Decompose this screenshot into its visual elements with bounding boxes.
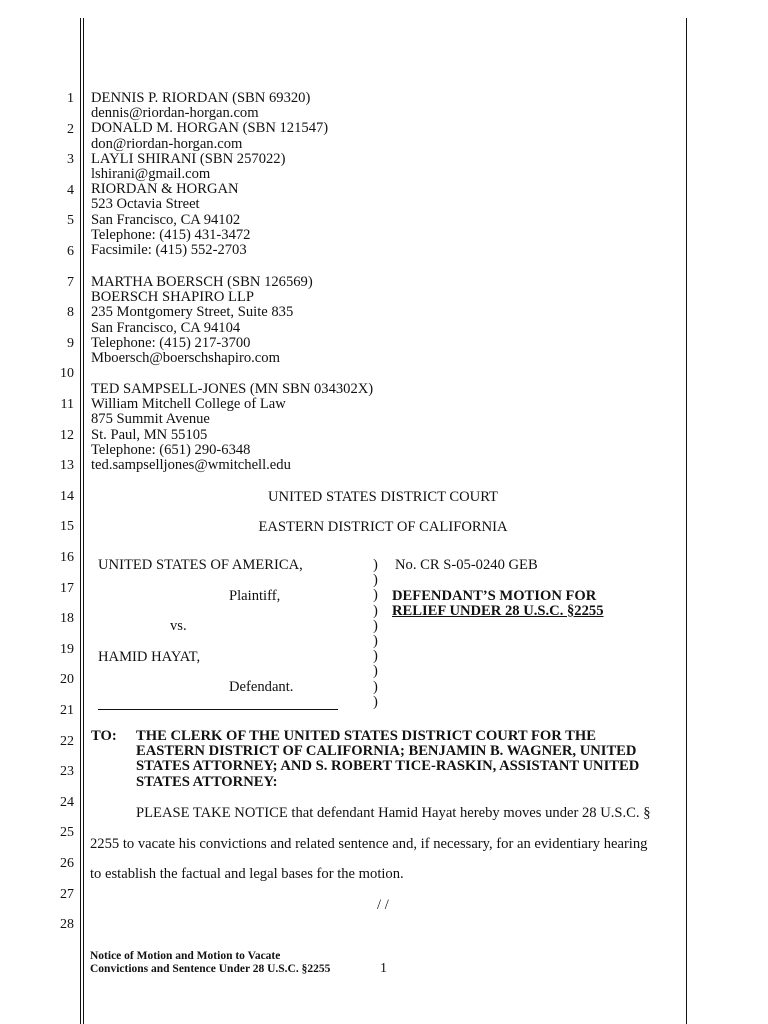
line-number: 22 (60, 734, 74, 749)
line-number: 6 (67, 244, 74, 259)
line-number: 20 (60, 672, 74, 687)
line-number: 9 (67, 336, 74, 351)
line-number: 13 (60, 458, 74, 473)
counsel-email: dennis@riordan-horgan.com (91, 105, 259, 122)
to-line: STATES ATTORNEY: (136, 773, 278, 790)
counsel-line: 523 Octavia Street (91, 196, 200, 213)
court-name: UNITED STATES DISTRICT COURT (268, 489, 498, 505)
line-number: 24 (60, 795, 74, 810)
line-number: 11 (60, 397, 74, 412)
defendant-label: Defendant. (229, 679, 294, 695)
plaintiff-label: Plaintiff, (229, 588, 281, 604)
to-addressees (136, 729, 639, 790)
line-number: 15 (60, 519, 74, 534)
case-number: No. CR S-05-0240 GEB (395, 557, 538, 573)
counsel-line: DENNIS P. RIORDAN (SBN 69320) (91, 90, 311, 106)
paren: ) (373, 587, 378, 604)
line-number: 28 (60, 917, 74, 932)
line-number: 16 (60, 550, 74, 565)
to-line: STATES ATTORNEY; AND S. ROBERT TICE-RASKIN, ASSISTANT UNITED (136, 758, 640, 775)
counsel-line: BOERSCH SHAPIRO LLP (91, 289, 254, 306)
line-number: 14 (60, 489, 74, 504)
counsel-line: William Mitchell College of Law (91, 396, 286, 413)
line-number: 19 (60, 642, 74, 657)
left-margin-rule-outer (80, 18, 81, 1024)
caption-parentheses (373, 558, 378, 710)
counsel-email: lshirani@gmail.com (91, 166, 211, 183)
paren: ) (373, 648, 378, 665)
counsel-line: San Francisco, CA 94104 (91, 319, 241, 336)
paren: ) (373, 572, 378, 589)
paren: ) (373, 557, 378, 573)
court-district: EASTERN DISTRICT OF CALIFORNIA (258, 519, 508, 535)
page-number: 1 (380, 961, 387, 976)
versus: vs. (170, 618, 187, 634)
body-line-3: to establish the factual and legal bases for the motion. (90, 866, 404, 882)
body-line-2: 2255 to vacate his convictions and related sentence and, if necessary, for an evidentiary hearing (90, 836, 648, 852)
line-number: 25 (60, 825, 74, 840)
counsel-email: ted.sampselljones@wmitchell.edu (91, 457, 291, 474)
counsel-line: Telephone: (415) 217-3700 (91, 334, 251, 351)
paren: ) (373, 663, 378, 680)
counsel-line: 875 Summit Avenue (91, 411, 210, 428)
counsel-line: Telephone: (651) 290-6348 (91, 441, 251, 458)
paren: ) (373, 602, 378, 619)
line-number: 4 (67, 183, 74, 198)
counsel-line: TED SAMPSELL-JONES (MN SBN 034302X) (91, 381, 374, 397)
paren: ) (373, 693, 378, 710)
line-numbers (0, 0, 74, 1024)
plaintiff-name: UNITED STATES OF AMERICA, (98, 557, 303, 573)
line-number: 2 (67, 122, 74, 137)
counsel-line: 235 Montgomery Street, Suite 835 (91, 304, 294, 321)
counsel-line: Facsimile: (415) 552-2703 (91, 242, 247, 259)
counsel-line: St. Paul, MN 55105 (91, 426, 208, 443)
counsel-block (91, 382, 373, 473)
caption-rule (98, 709, 338, 710)
defendant-name: HAMID HAYAT, (98, 649, 201, 665)
line-number: 23 (60, 764, 74, 779)
to-label: TO: (91, 728, 117, 744)
line-number: 10 (60, 366, 74, 381)
footer-line: Convictions and Sentence Under 28 U.S.C. §2255 (90, 963, 331, 975)
counsel-email: Mboersch@boerschshapiro.com (91, 350, 280, 367)
line-number: 26 (60, 856, 74, 871)
paren: ) (373, 678, 378, 695)
to-line: THE CLERK OF THE UNITED STATES DISTRICT COURT FOR THE (136, 728, 596, 744)
footer-line: Notice of Motion and Motion to Vacate (90, 950, 281, 962)
line-number: 1 (67, 91, 74, 106)
counsel-block (91, 91, 328, 258)
paren: ) (373, 632, 378, 649)
section-separator: / / (377, 897, 389, 913)
motion-title-line1: DEFENDANT’S MOTION FOR (392, 588, 597, 604)
line-number: 8 (67, 305, 74, 320)
counsel-line: Telephone: (415) 431-3472 (91, 226, 251, 243)
line-number: 5 (67, 213, 74, 228)
line-number: 7 (67, 275, 74, 290)
motion-title-line2: RELIEF UNDER 28 U.S.C. §2255 (392, 603, 604, 619)
right-margin-rule (686, 18, 687, 1024)
counsel-line: DONALD M. HORGAN (SBN 121547) (91, 120, 329, 137)
counsel-line: RIORDAN & HORGAN (91, 181, 239, 198)
line-number: 12 (60, 428, 74, 443)
line-number: 3 (67, 152, 74, 167)
counsel-line: San Francisco, CA 94102 (91, 211, 241, 228)
line-number: 18 (60, 611, 74, 626)
to-line: EASTERN DISTRICT OF CALIFORNIA; BENJAMIN B. WAGNER, UNITED (136, 743, 637, 760)
line-number: 17 (60, 581, 74, 596)
counsel-email: don@riordan-horgan.com (91, 135, 243, 152)
line-number: 27 (60, 887, 74, 902)
body-line-1: PLEASE TAKE NOTICE that defendant Hamid Hayat hereby moves under 28 U.S.C. § (136, 805, 651, 821)
counsel-line: LAYLI SHIRANI (SBN 257022) (91, 150, 286, 167)
document-footer (90, 950, 330, 976)
line-number: 21 (60, 703, 74, 718)
counsel-block (91, 275, 313, 366)
counsel-line: MARTHA BOERSCH (SBN 126569) (91, 274, 313, 290)
left-margin-rule-inner (83, 18, 84, 1024)
paren: ) (373, 617, 378, 634)
